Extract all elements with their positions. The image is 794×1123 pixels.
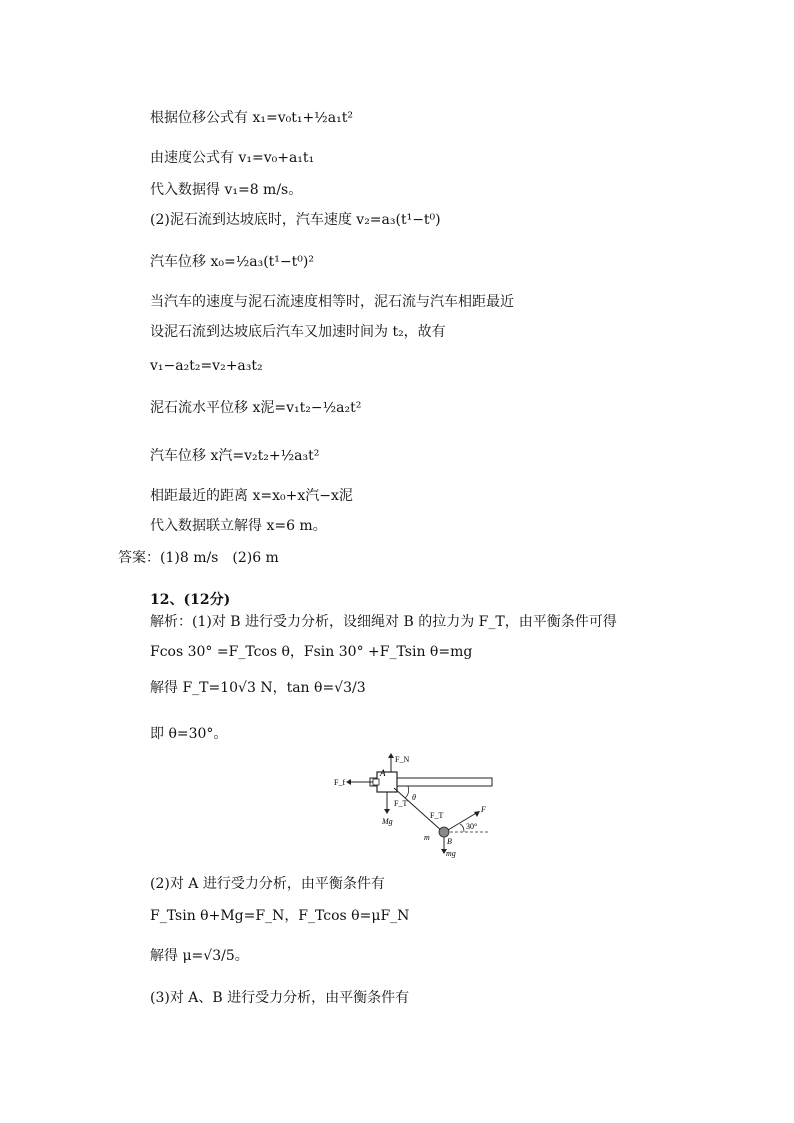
text-line: 设泥石流到达坡底后汽车又加速时间为 t₂，故有 (150, 324, 446, 340)
fn-arrowhead (388, 753, 394, 758)
force-diagram (330, 752, 500, 862)
text-line: 根据位移公式有 x₁=v₀t₁+½a₁t² (150, 110, 353, 126)
text-line: (2)对 A 进行受力分析，由平衡条件有 (150, 876, 385, 892)
ball-b-label: B (447, 837, 452, 846)
answer-line: 答案：(1)8 m/s (2)6 m (118, 550, 279, 566)
text-line: (3)对 A、B 进行受力分析，由平衡条件有 (150, 990, 410, 1006)
text-line: 代入数据得 v₁=8 m/s。 (150, 182, 303, 198)
text-line: 即 θ=30°。 (150, 726, 228, 742)
text-line: 相距最近的距离 x=x₀+x汽−x泥 (150, 488, 353, 504)
ff-label: F_f (334, 778, 346, 787)
string (394, 788, 443, 832)
text-line: v₁−a₂t₂=v₂+a₃t₂ (150, 358, 263, 374)
text-line: 解析：(1)对 B 进行受力分析，设细绳对 B 的拉力为 F_T，由平衡条件可得 (150, 614, 617, 630)
text-line: 解得 F_T=10√3 N，tan θ=√3/3 (150, 680, 366, 696)
ball-b (439, 827, 449, 837)
ft-label-b: F_T (430, 811, 444, 820)
text-line: 由速度公式有 v₁=v₀+a₁t₁ (150, 150, 315, 166)
text-line: 解得 μ=√3/5。 (150, 948, 249, 964)
f-label: F (481, 805, 486, 814)
mg-label-b: mg (446, 849, 456, 858)
question-header: 12、(12分) (150, 592, 231, 608)
block-a-small (373, 779, 379, 785)
mg-label-a: Mg (382, 817, 393, 826)
text-line: 代入数据联立解得 x=6 m。 (150, 518, 327, 534)
ff-arrowhead (346, 779, 351, 785)
fn-label: F_N (395, 755, 410, 764)
mass-m-label: m (424, 833, 430, 842)
text-line: 汽车位移 x₀=½a₃(t¹−t⁰)² (150, 254, 314, 270)
block-a-label: A (380, 768, 386, 778)
theta-label: θ (412, 793, 416, 802)
text-line: 汽车位移 x汽=v₂t₂+½a₃t² (150, 448, 320, 464)
text-line: Fcos 30° =F_Tcos θ，Fsin 30° +F_Tsin θ=mg (150, 644, 473, 660)
text-line: F_Tsin θ+Mg=F_N，F_Tcos θ=μF_N (150, 908, 410, 924)
mg-arrowhead-a (384, 809, 390, 814)
theta-arc (405, 786, 409, 798)
ft-label-a: F_T (394, 799, 408, 808)
text-line: 泥石流水平位移 x泥=v₁t₂−½a₂t² (150, 400, 362, 416)
text-line: (2)泥石流到达坡底时，汽车速度 v₂=a₃(t¹−t⁰) (150, 212, 441, 228)
angle-label: 30° (466, 822, 478, 831)
angle-arc (460, 824, 464, 832)
text-line: 当汽车的速度与泥石流速度相等时，泥石流与汽车相距最近 (150, 294, 514, 310)
